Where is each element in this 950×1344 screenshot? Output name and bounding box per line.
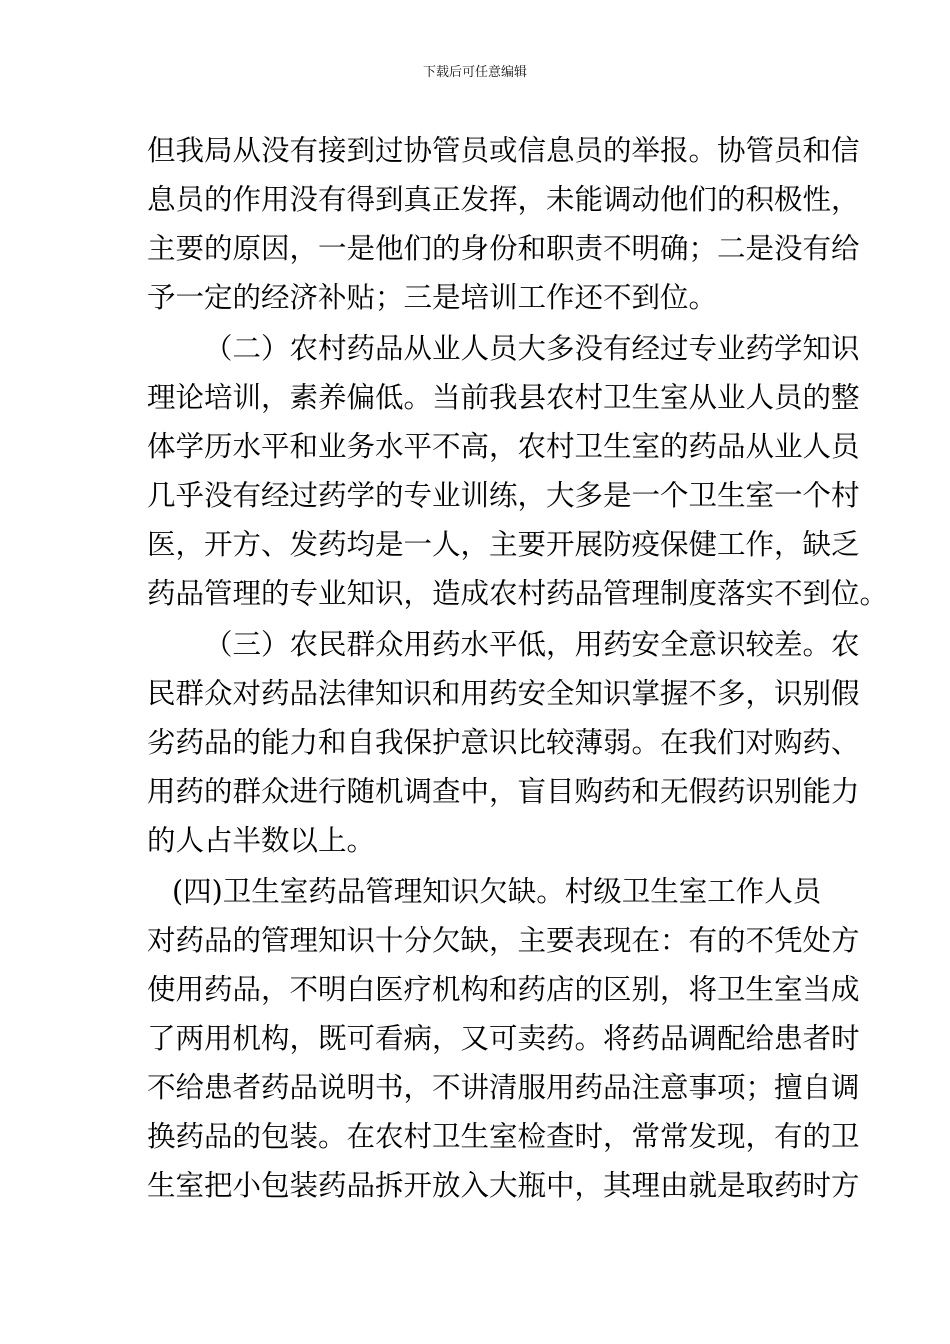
text-line: 了两用机构，既可看病，又可卖药。将药品调配给患者时 (147, 1022, 860, 1055)
text-line: 生室把小包装药品拆开放入大瓶中，其理由就是取药时方 (147, 1169, 860, 1202)
text-line: 医，开方、发药均是一人，主要开展防疫保健工作，缺乏 (147, 528, 860, 561)
text-line: 不给患者药品说明书，不讲清服用药品注意事项；擅自调 (147, 1071, 860, 1104)
text-line: 体学历水平和业务水平不高，农村卫生室的药品从业人员 (147, 430, 860, 463)
text-line: 理论培训，素养偏低。当前我县农村卫生室从业人员的整 (147, 381, 860, 414)
text-line: 息员的作用没有得到真正发挥，未能调动他们的积极性， (147, 183, 860, 216)
text-line: 主要的原因，一是他们的身份和职责不明确；二是没有给 (147, 232, 860, 265)
text-line: 民群众对药品法律知识和用药安全知识掌握不多，识别假 (147, 677, 860, 710)
page-header: 下载后可任意编辑 (422, 65, 527, 80)
text-line: 药品管理的专业知识，造成农村药品管理制度落实不到位。 (147, 577, 889, 610)
text-line: 对药品的管理知识十分欠缺，主要表现在：有的不凭处方 (147, 924, 860, 957)
text-line: 的人占半数以上。 (147, 824, 376, 857)
paragraph-start-line: （二）农村药品从业人员大多没有经过专业药学知识 (204, 332, 860, 365)
text-line: 劣药品的能力和自我保护意识比较薄弱。在我们对购药、 (147, 726, 860, 759)
text-line: 使用药品，不明白医疗机构和药店的区别，将卫生室当成 (147, 973, 860, 1006)
text-line: 换药品的包装。在农村卫生室检查时，常常发现，有的卫 (147, 1120, 860, 1153)
text-line: 予一定的经济补贴；三是培训工作还不到位。 (147, 281, 718, 314)
text-line: 但我局从没有接到过协管员或信息员的举报。协管员和信 (147, 134, 860, 167)
text-line: 用药的群众进行随机调查中，盲目购药和无假药识别能力 (147, 775, 860, 808)
paragraph-start-line: (四)卫生室药品管理知识欠缺。村级卫生室工作人员 (172, 875, 822, 908)
text-line: 几乎没有经过药学的专业训练，大多是一个卫生室一个村 (147, 479, 860, 512)
paragraph-start-line: （三）农民群众用药水平低，用药安全意识较差。农 (204, 628, 860, 661)
